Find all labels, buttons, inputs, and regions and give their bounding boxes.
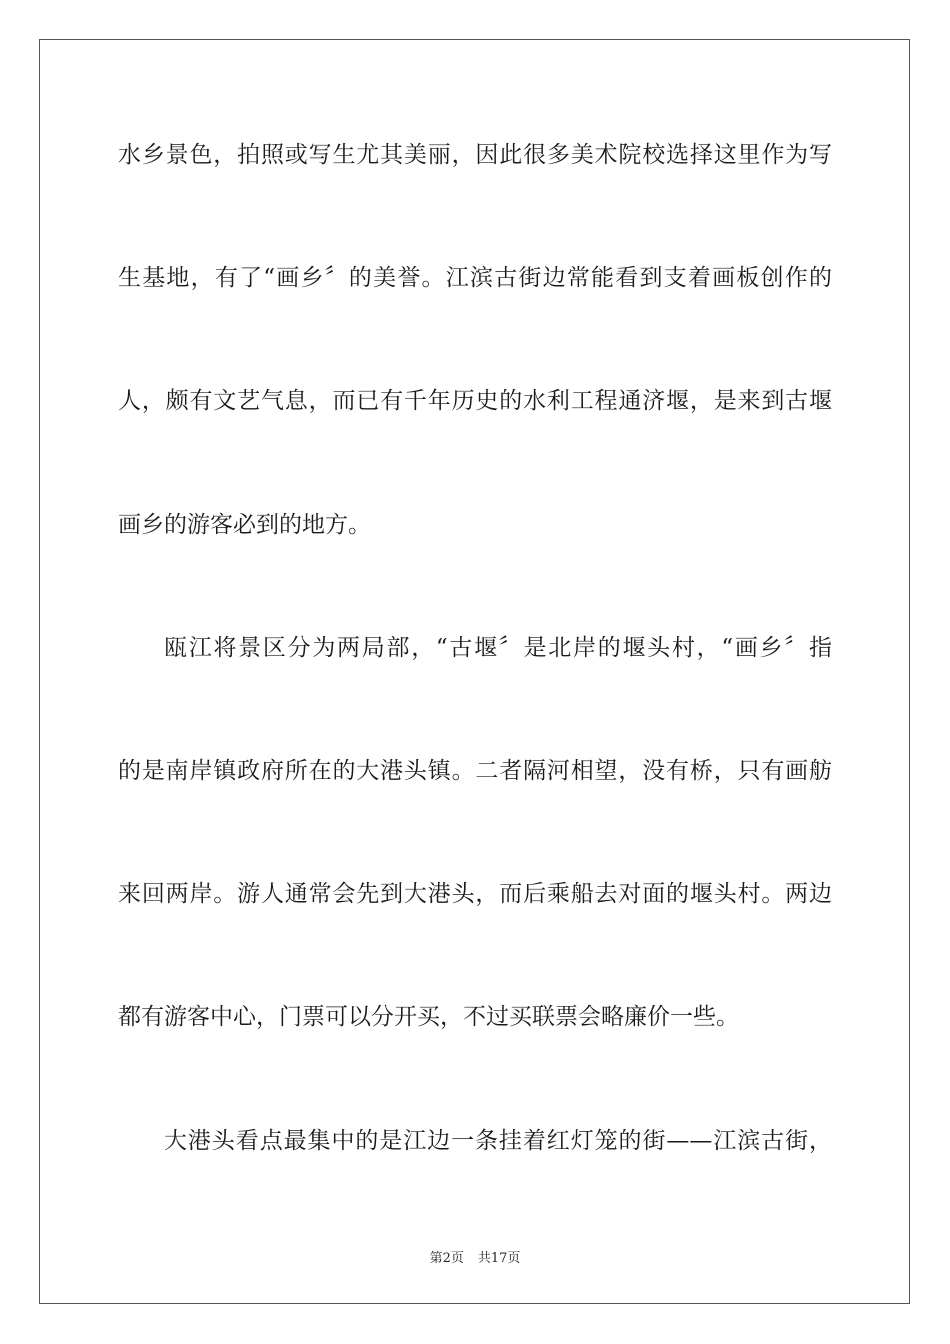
- page-number: 第2页: [429, 1251, 464, 1266]
- paragraph-first-line: 大港头看点最集中的是江边一条挂着红灯笼的街——江滨古街，: [164, 1127, 832, 1154]
- text-line: 画乡的游客必到的地方。: [118, 511, 371, 538]
- text-line: 的是南岸镇政府所在的大港头镇。二者隔河相望，没有桥，只有画舫: [118, 757, 832, 784]
- blank-line: [118, 679, 832, 741]
- document-body: [118, 125, 832, 1172]
- blank-line: [118, 556, 832, 618]
- paragraph-first-line: 瓯江将景区分为两局部，“古堰〞是北岸的堰头村，“画乡〞指: [164, 634, 832, 661]
- blank-line: [118, 803, 832, 865]
- blank-line: [118, 1049, 832, 1111]
- blank-line: [118, 310, 832, 372]
- text-line: 来回两岸。游人通常会先到大港头，而后乘船去对面的堰头村。两边: [118, 881, 832, 908]
- text-line: 生基地，有了“画乡〞的美誉。江滨古街边常能看到支着画板创作的: [118, 265, 832, 292]
- page-total: 共17页: [477, 1251, 521, 1266]
- page-footer: [0, 1247, 950, 1266]
- blank-line: [118, 433, 832, 495]
- text-line: 都有游客中心，门票可以分开买，不过买联票会略廉价一些。: [118, 1004, 739, 1031]
- blank-line: [118, 926, 832, 988]
- text-line: 人，颇有文艺气息，而已有千年历史的水利工程通济堰，是来到古堰: [118, 388, 832, 415]
- text-line: 水乡景色，拍照或写生尤其美丽，因此很多美术院校选择这里作为写: [118, 142, 832, 168]
- blank-line: [118, 187, 832, 249]
